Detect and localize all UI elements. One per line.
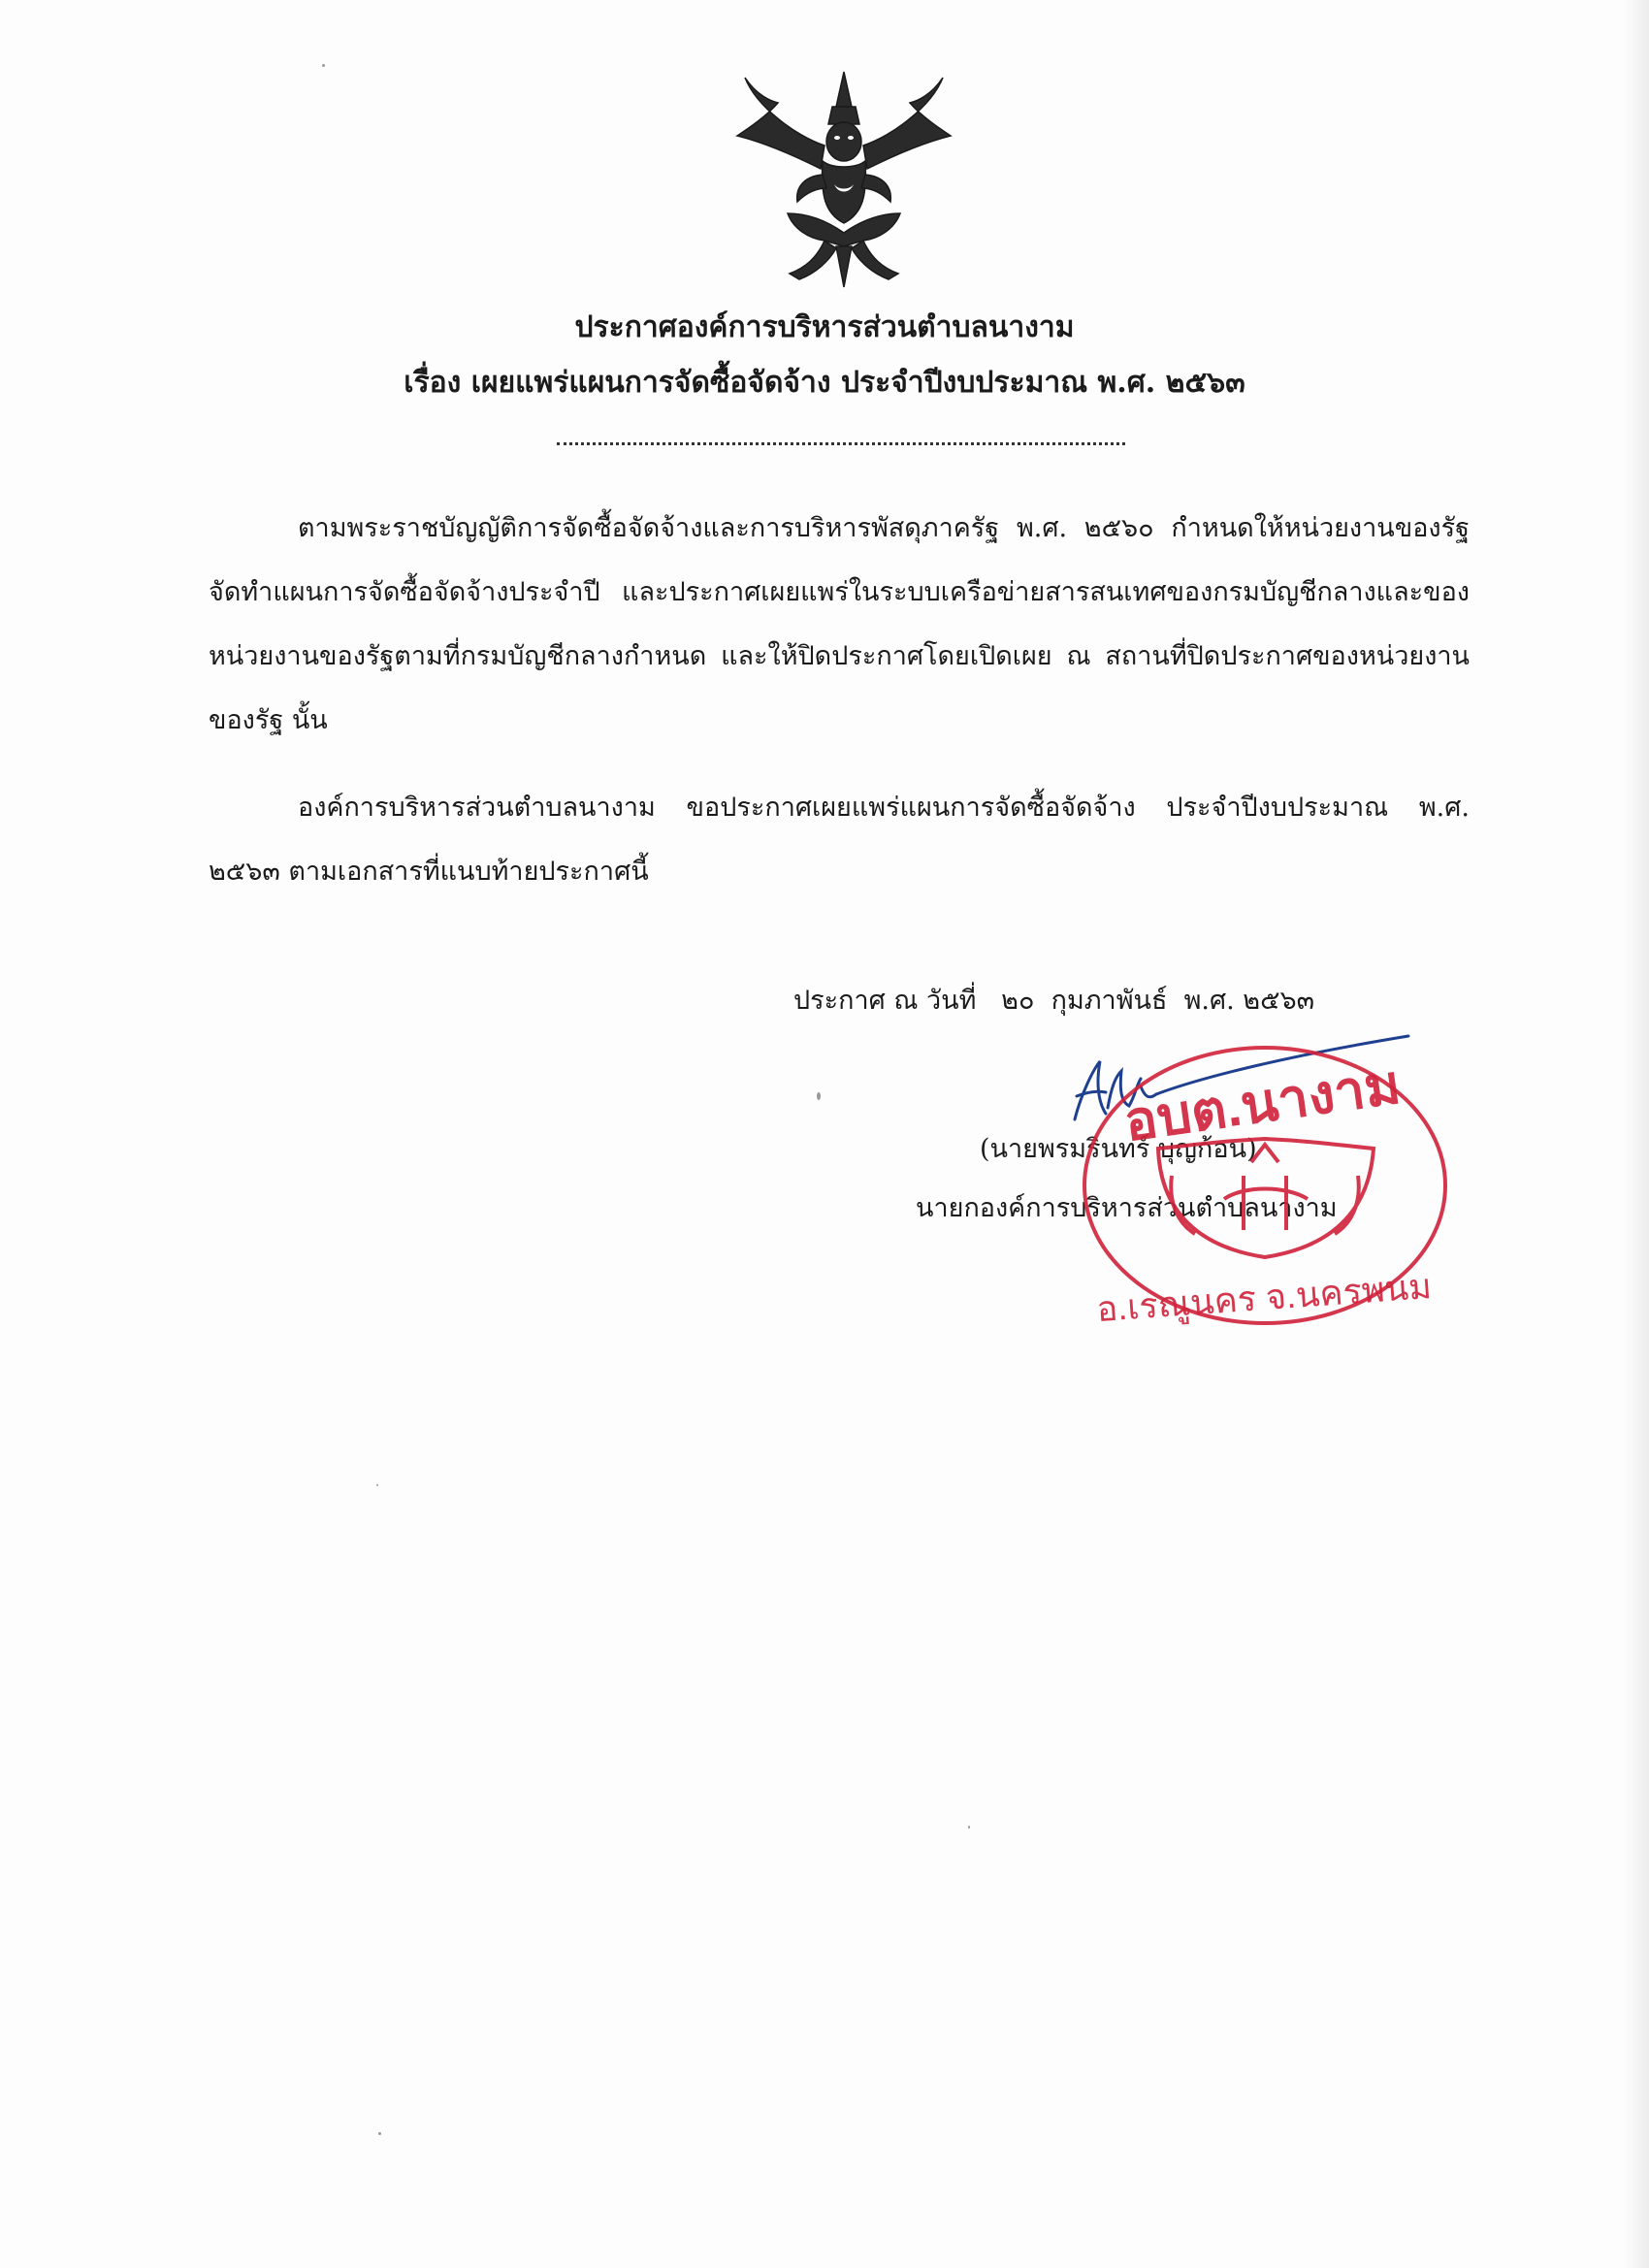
body-paragraph-2-text: องค์การบริหารส่วนตำบลนางาม ขอประกาศเผยแพร่แผนการจัดซื้อจัดจ้าง ประจำปีงบประมาณ พ.ศ. ๒๕๖๓ ตามเอกสารที่แนบท้ายประกาศนี้ bbox=[209, 793, 1470, 887]
scan-speck bbox=[378, 2132, 381, 2135]
scan-speck bbox=[968, 1826, 970, 1829]
scan-speck bbox=[322, 64, 325, 67]
scan-speck bbox=[817, 1092, 821, 1100]
signer-position: นายกองค์การบริหารส่วนตำบลนางาม bbox=[916, 1193, 1338, 1223]
body-paragraph-2 bbox=[209, 776, 1470, 904]
announcement-title: ประกาศองค์การบริหารส่วนตำบลนางาม bbox=[574, 310, 1075, 344]
scan-speck bbox=[376, 1484, 378, 1486]
signer-name: (นายพรมรินทร์ บุญก้อน) bbox=[980, 1134, 1257, 1164]
body-paragraph-1-text: ตามพระราชบัญญัติการจัดซื้อจัดจ้างและการบริหารพัสดุภาครัฐ พ.ศ. ๒๕๖๐ กำหนดให้หน่วยงานของรัฐจัดทำแผนการจัดซื้อจัดจ้างประจำปี และประกาศเผยแพร่ในระบบเครือข่ายสารสนเทศของกรมบัญชีกลางและของหน่วยงานของรัฐตามที่กรมบัญชีกลางกำหนด และให้ปิดประกาศโดยเปิดเผย ณ สถานที่ปิดประกาศของหน่วยงานของรัฐ นั้น bbox=[209, 513, 1470, 735]
stamp-top-text: อบต.นางาม bbox=[1120, 1053, 1405, 1152]
body-paragraph-1 bbox=[209, 497, 1470, 753]
garuda-emblem-icon bbox=[728, 68, 960, 291]
dotted-divider bbox=[557, 442, 1125, 445]
announcement-subject: เรื่อง เผยแพร่แผนการจัดซื้อจัดจ้าง ประจำปีงบประมาณ พ.ศ. ๒๕๖๓ bbox=[404, 366, 1245, 400]
stamp-bottom-text: อ.เรณูนคร จ.นครพนม bbox=[1095, 1266, 1434, 1330]
official-seal-stamp-icon bbox=[1079, 1040, 1452, 1331]
announcement-date: ประกาศ ณ วันที่ ๒๐ กุมภาพันธ์ พ.ศ. ๒๕๖๓ bbox=[793, 986, 1315, 1016]
